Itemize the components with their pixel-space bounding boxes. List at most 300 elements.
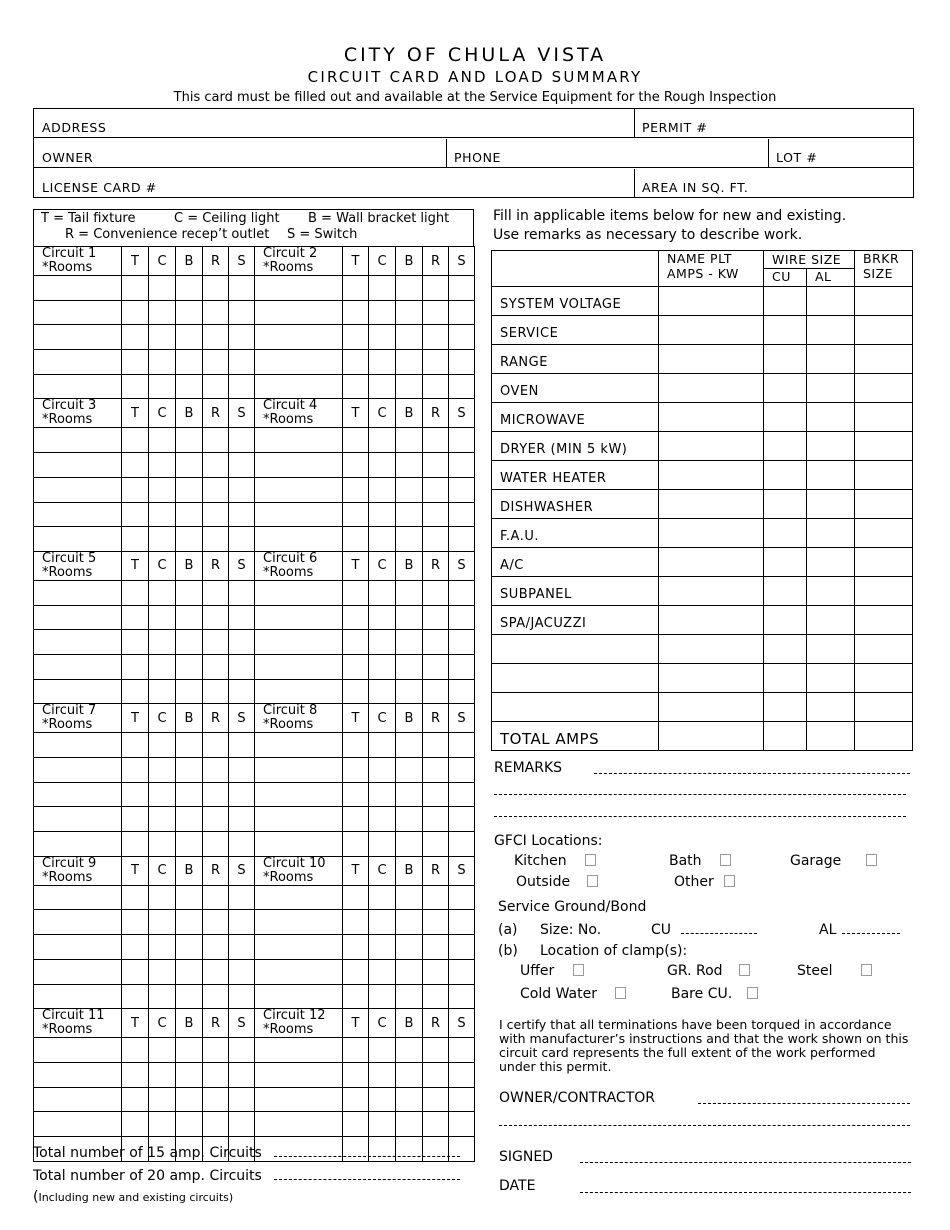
room-entry-cell[interactable]: [255, 605, 343, 630]
fixture-count-cell[interactable]: [396, 605, 423, 630]
fixture-count-cell[interactable]: [343, 630, 369, 655]
fixture-count-cell[interactable]: [229, 580, 255, 605]
room-entry-cell[interactable]: [255, 832, 343, 857]
clamp-barecu-checkbox[interactable]: [747, 987, 758, 999]
nameplate-cell[interactable]: [659, 693, 764, 722]
breaker-cell[interactable]: [855, 374, 913, 403]
fixture-count-cell[interactable]: [343, 807, 369, 832]
fixture-count-cell[interactable]: [449, 832, 475, 857]
remarks-line-1[interactable]: [594, 764, 910, 774]
fixture-count-cell[interactable]: [423, 374, 449, 399]
fixture-count-cell[interactable]: [449, 428, 475, 453]
fixture-count-cell[interactable]: [369, 374, 396, 399]
nameplate-cell[interactable]: [659, 461, 764, 490]
fixture-count-cell[interactable]: [176, 1087, 203, 1112]
fixture-count-cell[interactable]: [369, 580, 396, 605]
fixture-count-cell[interactable]: [203, 605, 229, 630]
fixture-count-cell[interactable]: [423, 935, 449, 960]
fixture-count-cell[interactable]: [449, 1087, 475, 1112]
fixture-count-cell[interactable]: [423, 630, 449, 655]
nameplate-cell[interactable]: [659, 577, 764, 606]
wire-cu-cell[interactable]: [764, 490, 807, 519]
fixture-count-cell[interactable]: [396, 276, 423, 301]
fixture-count-cell[interactable]: [449, 654, 475, 679]
fixture-count-cell[interactable]: [343, 1112, 369, 1137]
fixture-count-cell[interactable]: [229, 276, 255, 301]
fixture-count-cell[interactable]: [423, 679, 449, 704]
fixture-count-cell[interactable]: [149, 630, 176, 655]
fixture-count-cell[interactable]: [149, 885, 176, 910]
fixture-count-cell[interactable]: [122, 832, 149, 857]
nameplate-cell[interactable]: [659, 287, 764, 316]
fixture-count-cell[interactable]: [423, 984, 449, 1009]
owner-field[interactable]: [34, 139, 446, 168]
fixture-count-cell[interactable]: [343, 605, 369, 630]
fixture-count-cell[interactable]: [449, 782, 475, 807]
gfci-kitchen-checkbox[interactable]: [585, 854, 596, 866]
fixture-count-cell[interactable]: [122, 527, 149, 552]
fixture-count-cell[interactable]: [396, 758, 423, 783]
fixture-count-cell[interactable]: [449, 679, 475, 704]
nameplate-cell[interactable]: [659, 548, 764, 577]
fixture-count-cell[interactable]: [396, 984, 423, 1009]
fixture-count-cell[interactable]: [229, 477, 255, 502]
fixture-count-cell[interactable]: [343, 654, 369, 679]
nameplate-cell[interactable]: [659, 664, 764, 693]
fixture-count-cell[interactable]: [343, 1087, 369, 1112]
fixture-count-cell[interactable]: [203, 654, 229, 679]
date-line[interactable]: [580, 1183, 911, 1193]
wire-al-cell[interactable]: [807, 722, 855, 751]
fixture-count-cell[interactable]: [122, 935, 149, 960]
fixture-count-cell[interactable]: [396, 325, 423, 350]
gfci-outside-checkbox[interactable]: [587, 875, 598, 887]
wire-cu-cell[interactable]: [764, 722, 807, 751]
fixture-count-cell[interactable]: [369, 654, 396, 679]
fixture-count-cell[interactable]: [122, 374, 149, 399]
fixture-count-cell[interactable]: [423, 325, 449, 350]
fixture-count-cell[interactable]: [423, 502, 449, 527]
fixture-count-cell[interactable]: [423, 885, 449, 910]
fixture-count-cell[interactable]: [396, 935, 423, 960]
fixture-count-cell[interactable]: [122, 453, 149, 478]
fixture-count-cell[interactable]: [229, 453, 255, 478]
fixture-count-cell[interactable]: [343, 374, 369, 399]
fixture-count-cell[interactable]: [369, 477, 396, 502]
fixture-count-cell[interactable]: [423, 733, 449, 758]
fixture-count-cell[interactable]: [343, 325, 369, 350]
wire-cu-cell[interactable]: [764, 664, 807, 693]
fixture-count-cell[interactable]: [122, 605, 149, 630]
fixture-count-cell[interactable]: [423, 527, 449, 552]
fixture-count-cell[interactable]: [449, 885, 475, 910]
fixture-count-cell[interactable]: [396, 527, 423, 552]
fixture-count-cell[interactable]: [176, 1062, 203, 1087]
wire-cu-cell[interactable]: [764, 345, 807, 374]
fixture-count-cell[interactable]: [122, 1062, 149, 1087]
fixture-count-cell[interactable]: [369, 428, 396, 453]
room-entry-cell[interactable]: [34, 325, 122, 350]
fixture-count-cell[interactable]: [369, 630, 396, 655]
fixture-count-cell[interactable]: [369, 935, 396, 960]
fixture-count-cell[interactable]: [369, 276, 396, 301]
gfci-garage-checkbox[interactable]: [866, 854, 877, 866]
room-entry-cell[interactable]: [255, 984, 343, 1009]
fixture-count-cell[interactable]: [343, 1062, 369, 1087]
room-entry-cell[interactable]: [34, 910, 122, 935]
fixture-count-cell[interactable]: [122, 1087, 149, 1112]
room-entry-cell[interactable]: [34, 1087, 122, 1112]
breaker-cell[interactable]: [855, 345, 913, 374]
fixture-count-cell[interactable]: [149, 502, 176, 527]
fixture-count-cell[interactable]: [449, 580, 475, 605]
fixture-count-cell[interactable]: [149, 910, 176, 935]
fixture-count-cell[interactable]: [122, 325, 149, 350]
fixture-count-cell[interactable]: [369, 453, 396, 478]
fixture-count-cell[interactable]: [423, 758, 449, 783]
fixture-count-cell[interactable]: [229, 1062, 255, 1087]
fixture-count-cell[interactable]: [149, 477, 176, 502]
fixture-count-cell[interactable]: [343, 679, 369, 704]
fixture-count-cell[interactable]: [203, 300, 229, 325]
fixture-count-cell[interactable]: [423, 782, 449, 807]
room-entry-cell[interactable]: [255, 527, 343, 552]
wire-cu-cell[interactable]: [764, 287, 807, 316]
lot-field[interactable]: [768, 139, 913, 168]
fixture-count-cell[interactable]: [229, 984, 255, 1009]
fixture-count-cell[interactable]: [176, 654, 203, 679]
room-entry-cell[interactable]: [255, 276, 343, 301]
permit-field[interactable]: [634, 109, 913, 138]
total-20-input[interactable]: [274, 1170, 460, 1180]
fixture-count-cell[interactable]: [343, 453, 369, 478]
fixture-count-cell[interactable]: [149, 984, 176, 1009]
fixture-count-cell[interactable]: [229, 832, 255, 857]
wire-cu-cell[interactable]: [764, 461, 807, 490]
breaker-cell[interactable]: [855, 548, 913, 577]
fixture-count-cell[interactable]: [176, 1112, 203, 1137]
breaker-cell[interactable]: [855, 722, 913, 751]
fixture-count-cell[interactable]: [229, 910, 255, 935]
fixture-count-cell[interactable]: [343, 580, 369, 605]
breaker-cell[interactable]: [855, 577, 913, 606]
fixture-count-cell[interactable]: [343, 350, 369, 375]
fixture-count-cell[interactable]: [369, 300, 396, 325]
fixture-count-cell[interactable]: [229, 502, 255, 527]
fixture-count-cell[interactable]: [449, 605, 475, 630]
fixture-count-cell[interactable]: [149, 374, 176, 399]
fixture-count-cell[interactable]: [203, 580, 229, 605]
fixture-count-cell[interactable]: [423, 910, 449, 935]
fixture-count-cell[interactable]: [396, 782, 423, 807]
fixture-count-cell[interactable]: [449, 453, 475, 478]
fixture-count-cell[interactable]: [176, 1038, 203, 1063]
room-entry-cell[interactable]: [34, 935, 122, 960]
nameplate-cell[interactable]: [659, 345, 764, 374]
fixture-count-cell[interactable]: [449, 959, 475, 984]
fixture-count-cell[interactable]: [369, 325, 396, 350]
fixture-count-cell[interactable]: [229, 885, 255, 910]
fixture-count-cell[interactable]: [369, 959, 396, 984]
clamp-grrod-checkbox[interactable]: [739, 964, 750, 976]
breaker-cell[interactable]: [855, 693, 913, 722]
fixture-count-cell[interactable]: [369, 1112, 396, 1137]
breaker-cell[interactable]: [855, 287, 913, 316]
fixture-count-cell[interactable]: [176, 959, 203, 984]
fixture-count-cell[interactable]: [229, 935, 255, 960]
fixture-count-cell[interactable]: [176, 885, 203, 910]
breaker-cell[interactable]: [855, 490, 913, 519]
fixture-count-cell[interactable]: [203, 885, 229, 910]
fixture-count-cell[interactable]: [369, 527, 396, 552]
fixture-count-cell[interactable]: [449, 477, 475, 502]
fixture-count-cell[interactable]: [229, 959, 255, 984]
fixture-count-cell[interactable]: [176, 984, 203, 1009]
room-entry-cell[interactable]: [34, 782, 122, 807]
fixture-count-cell[interactable]: [229, 428, 255, 453]
fixture-count-cell[interactable]: [122, 782, 149, 807]
wire-cu-cell[interactable]: [764, 374, 807, 403]
breaker-cell[interactable]: [855, 519, 913, 548]
room-entry-cell[interactable]: [34, 527, 122, 552]
room-entry-cell[interactable]: [34, 885, 122, 910]
remarks-line-3[interactable]: [494, 807, 906, 817]
fixture-count-cell[interactable]: [203, 910, 229, 935]
room-entry-cell[interactable]: [34, 1062, 122, 1087]
wire-cu-cell[interactable]: [764, 577, 807, 606]
fixture-count-cell[interactable]: [122, 580, 149, 605]
fixture-count-cell[interactable]: [149, 325, 176, 350]
room-entry-cell[interactable]: [255, 935, 343, 960]
fixture-count-cell[interactable]: [203, 502, 229, 527]
address-field[interactable]: [34, 109, 634, 138]
fixture-count-cell[interactable]: [149, 1087, 176, 1112]
fixture-count-cell[interactable]: [149, 453, 176, 478]
fixture-count-cell[interactable]: [423, 807, 449, 832]
room-entry-cell[interactable]: [255, 453, 343, 478]
nameplate-cell[interactable]: [659, 403, 764, 432]
fixture-count-cell[interactable]: [423, 959, 449, 984]
wire-al-cell[interactable]: [807, 693, 855, 722]
fixture-count-cell[interactable]: [122, 959, 149, 984]
breaker-cell[interactable]: [855, 316, 913, 345]
fixture-count-cell[interactable]: [343, 477, 369, 502]
nameplate-cell[interactable]: [659, 374, 764, 403]
gfci-other-checkbox[interactable]: [724, 875, 735, 887]
room-entry-cell[interactable]: [34, 984, 122, 1009]
fixture-count-cell[interactable]: [369, 733, 396, 758]
fixture-count-cell[interactable]: [423, 1062, 449, 1087]
room-entry-cell[interactable]: [34, 1112, 122, 1137]
room-entry-cell[interactable]: [34, 654, 122, 679]
room-entry-cell[interactable]: [255, 1087, 343, 1112]
fixture-count-cell[interactable]: [423, 428, 449, 453]
fixture-count-cell[interactable]: [229, 758, 255, 783]
room-entry-cell[interactable]: [255, 885, 343, 910]
clamp-steel-checkbox[interactable]: [861, 964, 872, 976]
fixture-count-cell[interactable]: [396, 453, 423, 478]
fixture-count-cell[interactable]: [229, 782, 255, 807]
fixture-count-cell[interactable]: [176, 453, 203, 478]
fixture-count-cell[interactable]: [149, 428, 176, 453]
fixture-count-cell[interactable]: [149, 733, 176, 758]
fixture-count-cell[interactable]: [423, 580, 449, 605]
fixture-count-cell[interactable]: [396, 885, 423, 910]
wire-al-cell[interactable]: [807, 548, 855, 577]
breaker-cell[interactable]: [855, 635, 913, 664]
wire-al-cell[interactable]: [807, 374, 855, 403]
fixture-count-cell[interactable]: [423, 1038, 449, 1063]
fixture-count-cell[interactable]: [203, 428, 229, 453]
room-entry-cell[interactable]: [255, 910, 343, 935]
room-entry-cell[interactable]: [34, 679, 122, 704]
fixture-count-cell[interactable]: [149, 679, 176, 704]
room-entry-cell[interactable]: [255, 502, 343, 527]
room-entry-cell[interactable]: [255, 758, 343, 783]
fixture-count-cell[interactable]: [176, 527, 203, 552]
fixture-count-cell[interactable]: [449, 502, 475, 527]
fixture-count-cell[interactable]: [423, 300, 449, 325]
fixture-count-cell[interactable]: [203, 807, 229, 832]
fixture-count-cell[interactable]: [396, 580, 423, 605]
fixture-count-cell[interactable]: [122, 984, 149, 1009]
breaker-cell[interactable]: [855, 432, 913, 461]
fixture-count-cell[interactable]: [176, 935, 203, 960]
fixture-count-cell[interactable]: [176, 502, 203, 527]
fixture-count-cell[interactable]: [176, 910, 203, 935]
room-entry-cell[interactable]: [34, 733, 122, 758]
room-entry-cell[interactable]: [255, 959, 343, 984]
fixture-count-cell[interactable]: [176, 300, 203, 325]
room-entry-cell[interactable]: [255, 782, 343, 807]
fixture-count-cell[interactable]: [343, 885, 369, 910]
fixture-count-cell[interactable]: [203, 350, 229, 375]
room-entry-cell[interactable]: [255, 679, 343, 704]
fixture-count-cell[interactable]: [122, 910, 149, 935]
fixture-count-cell[interactable]: [176, 630, 203, 655]
fixture-count-cell[interactable]: [449, 325, 475, 350]
fixture-count-cell[interactable]: [122, 1038, 149, 1063]
fixture-count-cell[interactable]: [203, 782, 229, 807]
wire-cu-cell[interactable]: [764, 548, 807, 577]
nameplate-cell[interactable]: [659, 722, 764, 751]
fixture-count-cell[interactable]: [369, 502, 396, 527]
fixture-count-cell[interactable]: [149, 832, 176, 857]
fixture-count-cell[interactable]: [122, 502, 149, 527]
fixture-count-cell[interactable]: [369, 1038, 396, 1063]
fixture-count-cell[interactable]: [369, 605, 396, 630]
room-entry-cell[interactable]: [34, 1038, 122, 1063]
room-entry-cell[interactable]: [255, 374, 343, 399]
fixture-count-cell[interactable]: [176, 580, 203, 605]
fixture-count-cell[interactable]: [396, 428, 423, 453]
fixture-count-cell[interactable]: [396, 350, 423, 375]
fixture-count-cell[interactable]: [176, 807, 203, 832]
fixture-count-cell[interactable]: [449, 807, 475, 832]
wire-al-cell[interactable]: [807, 432, 855, 461]
fixture-count-cell[interactable]: [229, 325, 255, 350]
fixture-count-cell[interactable]: [343, 300, 369, 325]
fixture-count-cell[interactable]: [369, 1087, 396, 1112]
fixture-count-cell[interactable]: [122, 350, 149, 375]
fixture-count-cell[interactable]: [149, 276, 176, 301]
fixture-count-cell[interactable]: [176, 477, 203, 502]
nameplate-cell[interactable]: [659, 635, 764, 664]
fixture-count-cell[interactable]: [396, 654, 423, 679]
fixture-count-cell[interactable]: [229, 807, 255, 832]
owner-contractor-line-1[interactable]: [698, 1094, 910, 1104]
fixture-count-cell[interactable]: [396, 630, 423, 655]
fixture-count-cell[interactable]: [449, 300, 475, 325]
room-entry-cell[interactable]: [34, 605, 122, 630]
fixture-count-cell[interactable]: [369, 679, 396, 704]
wire-al-cell[interactable]: [807, 664, 855, 693]
fixture-count-cell[interactable]: [396, 374, 423, 399]
fixture-count-cell[interactable]: [122, 276, 149, 301]
fixture-count-cell[interactable]: [449, 935, 475, 960]
clamp-coldwater-checkbox[interactable]: [615, 987, 626, 999]
nameplate-cell[interactable]: [659, 519, 764, 548]
fixture-count-cell[interactable]: [176, 428, 203, 453]
fixture-count-cell[interactable]: [122, 807, 149, 832]
gfci-bath-checkbox[interactable]: [720, 854, 731, 866]
fixture-count-cell[interactable]: [122, 679, 149, 704]
room-entry-cell[interactable]: [255, 654, 343, 679]
fixture-count-cell[interactable]: [149, 654, 176, 679]
fixture-count-cell[interactable]: [203, 733, 229, 758]
fixture-count-cell[interactable]: [423, 832, 449, 857]
wire-al-cell[interactable]: [807, 577, 855, 606]
wire-cu-cell[interactable]: [764, 519, 807, 548]
clamp-uffer-checkbox[interactable]: [573, 964, 584, 976]
fixture-count-cell[interactable]: [203, 679, 229, 704]
fixture-count-cell[interactable]: [396, 807, 423, 832]
room-entry-cell[interactable]: [255, 580, 343, 605]
room-entry-cell[interactable]: [34, 477, 122, 502]
signed-line[interactable]: [580, 1153, 911, 1163]
fixture-count-cell[interactable]: [149, 300, 176, 325]
fixture-count-cell[interactable]: [423, 276, 449, 301]
nameplate-cell[interactable]: [659, 432, 764, 461]
fixture-count-cell[interactable]: [343, 782, 369, 807]
fixture-count-cell[interactable]: [176, 350, 203, 375]
room-entry-cell[interactable]: [255, 350, 343, 375]
room-entry-cell[interactable]: [255, 1038, 343, 1063]
fixture-count-cell[interactable]: [343, 832, 369, 857]
fixture-count-cell[interactable]: [369, 758, 396, 783]
fixture-count-cell[interactable]: [149, 1062, 176, 1087]
nameplate-cell[interactable]: [659, 490, 764, 519]
fixture-count-cell[interactable]: [122, 428, 149, 453]
fixture-count-cell[interactable]: [449, 1112, 475, 1137]
license-field[interactable]: [34, 169, 634, 198]
room-entry-cell[interactable]: [255, 428, 343, 453]
owner-contractor-line-2[interactable]: [499, 1116, 910, 1126]
fixture-count-cell[interactable]: [449, 374, 475, 399]
fixture-count-cell[interactable]: [369, 984, 396, 1009]
wire-al-cell[interactable]: [807, 519, 855, 548]
fixture-count-cell[interactable]: [396, 959, 423, 984]
fixture-count-cell[interactable]: [369, 807, 396, 832]
wire-cu-cell[interactable]: [764, 316, 807, 345]
room-entry-cell[interactable]: [255, 807, 343, 832]
wire-al-cell[interactable]: [807, 461, 855, 490]
fixture-count-cell[interactable]: [423, 654, 449, 679]
fixture-count-cell[interactable]: [203, 959, 229, 984]
fixture-count-cell[interactable]: [122, 1112, 149, 1137]
fixture-count-cell[interactable]: [203, 1062, 229, 1087]
fixture-count-cell[interactable]: [176, 325, 203, 350]
